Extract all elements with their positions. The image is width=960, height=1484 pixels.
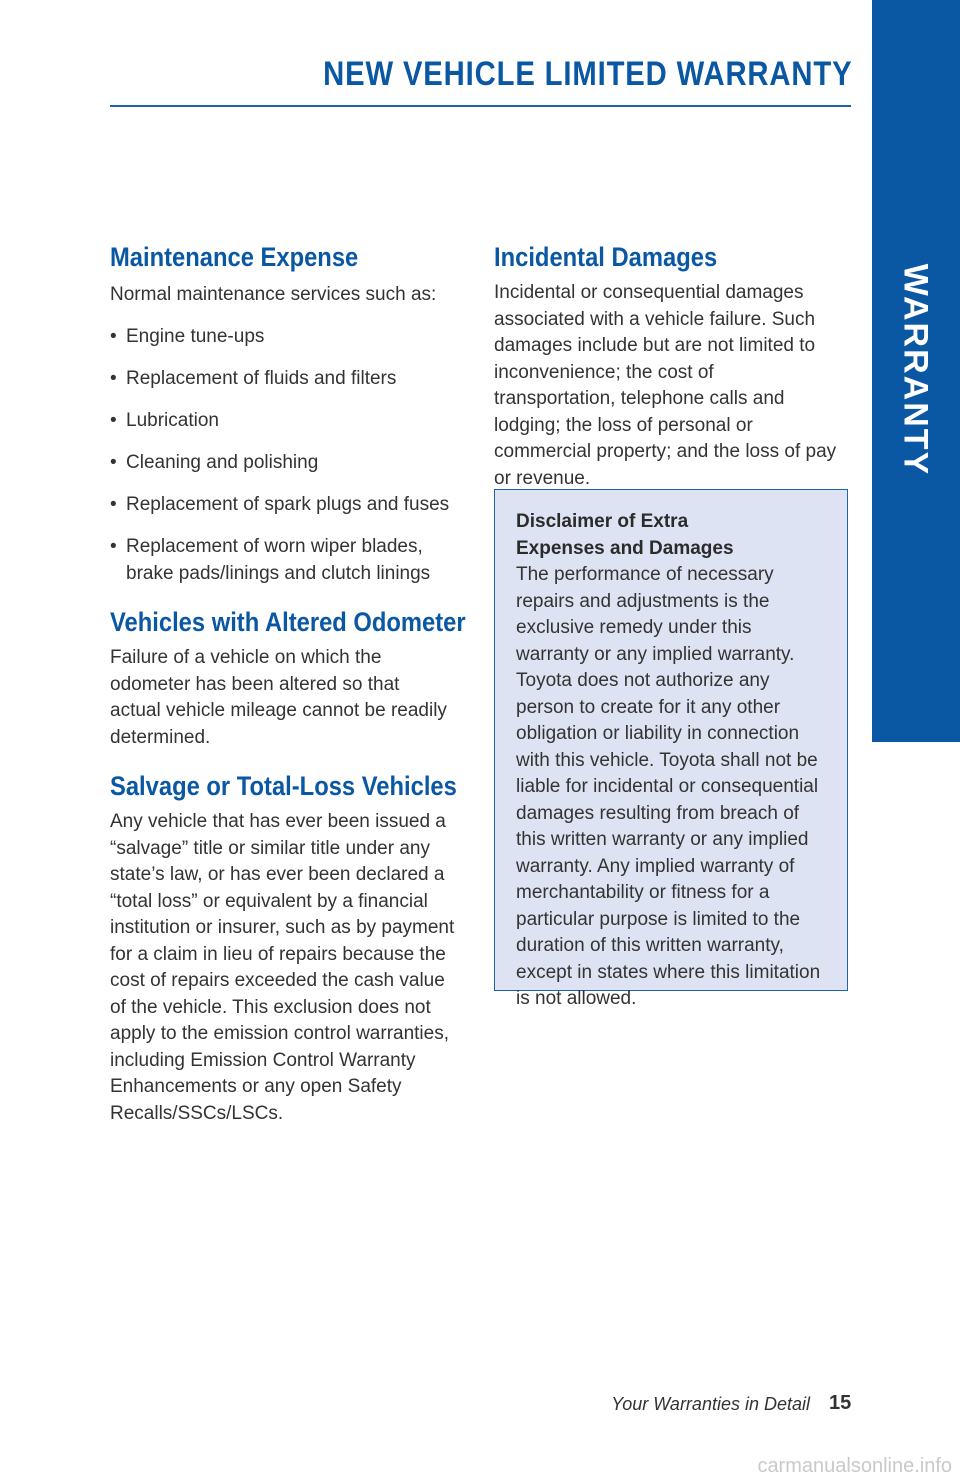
footer-label: Your Warranties in Detail [611,1394,810,1414]
page-title: NEW VEHICLE LIMITED WARRANTY [322,55,852,93]
list-item: • Lubrication [110,408,455,435]
odometer-heading: Vehicles with Altered Odometer [110,607,466,637]
list-item: • Replacement of worn wiper blades, brake pads/linings and clutch linings [110,536,431,584]
disclaimer-box [494,489,848,1009]
disclaimer-body: The performance of necessary repairs and adjustments is the exclusive remedy under this warranty or any implied warranty. Toyota does not authorize any person to create for it any other obligation or liability in connection with this vehicle. Toyota shall not be liable for incidental or consequential damages resulting from breach of this written warranty or any implied warranty. Any implied warranty of merchantability or fitness for a particular purpose is limited to the duration of this written warranty, except in states where this limitation is not allowed. [516,564,821,1009]
right-column [494,240,839,492]
maintenance-heading: Maintenance Expense [110,242,359,272]
salvage-heading: Salvage or Total-Loss Vehicles [110,771,457,801]
maintenance-intro: Normal maintenance services such as: [110,284,437,305]
list-item: • Replacement of spark plugs and fuses [110,492,455,519]
page-number: 15 [829,1392,852,1414]
list-item: • Cleaning and polishing [110,450,455,477]
odometer-section [110,605,466,751]
salvage-body: Any vehicle that has ever been issued a “salvage” title or similar title under any state’s law, or has ever been declared a “total loss” or equivalent by a financial institution or insurer, such as by payment for a claim in lieu of repairs because the cost of repairs exceeded the cash value of the vehicle. This exclusion does not apply to the emission control warranties, including Emission Control Warranty Enhancements or any open Safety Recalls/SSCs/LSCs. [110,811,455,1124]
bullet-icon: • [110,494,117,515]
bullet-icon: • [110,368,117,389]
list-item: • Replacement of fluids and filters [110,366,455,393]
disclaimer-title-line2: Expenses and Damages [516,538,734,559]
maintenance-list [110,324,455,587]
incidental-body: Incidental or consequential damages associated with a vehicle failure. Such damages include but are not limited to inconvenience; the cost of transportation, telephone calls and lodging; the loss of personal or commercial property; and the loss of pay or revenue. [494,282,837,489]
bullet-icon: • [110,326,117,347]
bullet-icon: • [110,536,117,557]
maintenance-section [110,240,455,587]
header-rule [110,105,851,107]
incidental-heading: Incidental Damages [494,242,718,272]
salvage-section [110,769,455,1127]
bullet-icon: • [110,452,117,473]
odometer-body: Failure of a vehicle on which the odometer has been altered so that actual vehicle mileage cannot be readily determined. [110,647,447,748]
left-column [110,240,466,1145]
bullet-icon: • [110,410,117,431]
list-item: • Engine tune-ups [110,324,455,351]
section-tab-label: WARRANTY [896,263,935,477]
watermark: carmanualsonline.info [757,1455,952,1477]
disclaimer-title-line1: Disclaimer of Extra [516,511,689,532]
